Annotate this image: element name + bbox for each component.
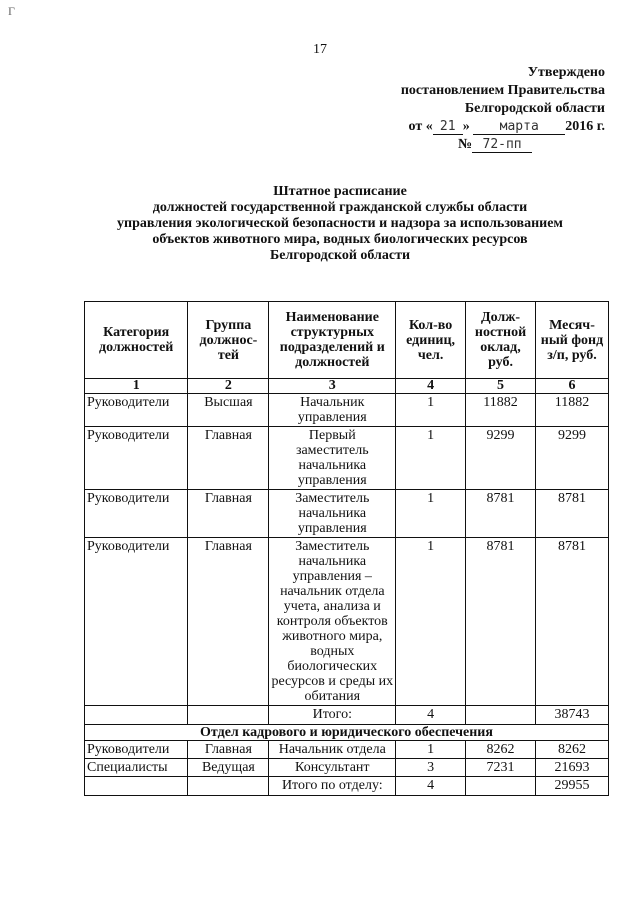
cell-category: Руководители [85,741,188,759]
cell-salary: 9299 [466,427,536,490]
table-row [85,759,609,777]
title-line-1: Штатное расписание [273,184,407,199]
cell-fund: 8262 [535,741,608,759]
cell-group: Главная [188,490,269,538]
total-row [85,706,609,725]
cell-category: Руководители [85,490,188,538]
cell-salary: 8262 [466,741,536,759]
header-count: Кол-во единиц, чел. [396,302,466,379]
table-row [85,394,609,427]
cell-name: Первый заместитель начальника управления [269,427,396,490]
cell-count: 3 [396,759,466,777]
table-row [85,490,609,538]
cell-count: 1 [396,538,466,706]
cell-salary: 11882 [466,394,536,427]
cell-group: Высшая [188,394,269,427]
cell-name: Начальник отдела [269,741,396,759]
cell-empty [188,706,269,725]
date-prefix: от « [408,119,433,134]
header-salary: Долж-ностной оклад, руб. [466,302,536,379]
cell-group: Главная [188,538,269,706]
col-number: 5 [466,379,536,394]
number-prefix: № [458,137,473,152]
cell-salary: 7231 [466,759,536,777]
cell-category: Руководители [85,538,188,706]
col-number: 6 [535,379,608,394]
table-row [85,427,609,490]
cell-fund: 11882 [535,394,608,427]
corner-mark: Г [8,4,15,18]
table-row [85,538,609,706]
cell-group: Ведущая [188,759,269,777]
total-fund: 29955 [535,777,608,796]
cell-empty [85,706,188,725]
cell-name: Начальник управления [269,394,396,427]
col-number: 3 [269,379,396,394]
total-row [85,777,609,796]
header-category: Категория должностей [85,302,188,379]
cell-fund: 9299 [535,427,608,490]
section-heading: Отдел кадрового и юридического обеспечения [85,725,609,741]
cell-count: 1 [396,394,466,427]
col-number: 1 [85,379,188,394]
cell-name: Заместитель начальника управления [269,490,396,538]
cell-empty [466,777,536,796]
total-count: 4 [396,706,466,725]
cell-category: Специалисты [85,759,188,777]
cell-group: Главная [188,427,269,490]
cell-name: Консультант [269,759,396,777]
cell-count: 1 [396,490,466,538]
cell-category: Руководители [85,394,188,427]
title-line-4: объектов животного мира, водных биологических ресурсов [152,232,528,247]
approval-line-3: Белгородской области [464,101,605,116]
total-label: Итого: [269,706,396,725]
header-group: Группа должнос-тей [188,302,269,379]
cell-salary: 8781 [466,538,536,706]
approval-line-2: постановлением Правительства [400,83,605,98]
date-year: 2016 г. [565,119,605,134]
header-name: Наименование структурных подразделений и должностей [269,302,396,379]
approval-block [380,64,605,154]
date-day: 21 [433,119,463,135]
date-month: марта [473,119,565,135]
total-fund: 38743 [535,706,608,725]
header-fund: Месяч-ный фонд з/п, руб. [535,302,608,379]
table-row [85,741,609,759]
cell-group: Главная [188,741,269,759]
title-line-2: должностей государственной гражданской службы области [152,200,528,215]
number-value: 72-пп [472,137,532,153]
cell-fund: 8781 [535,538,608,706]
cell-empty [188,777,269,796]
cell-fund: 21693 [535,759,608,777]
cell-empty [466,706,536,725]
section-row [85,725,609,741]
cell-salary: 8781 [466,490,536,538]
approval-date [380,118,605,136]
cell-count: 1 [396,427,466,490]
title-line-5: Белгородской области [269,248,411,263]
document-title [80,184,600,264]
col-number: 2 [188,379,269,394]
cell-count: 1 [396,741,466,759]
cell-empty [85,777,188,796]
title-line-3: управления экологической безопасности и надзора за использованием [117,216,563,231]
total-label: Итого по отделу: [269,777,396,796]
cell-fund: 8781 [535,490,608,538]
page-number: 17 [313,42,327,57]
staffing-table [84,301,609,796]
col-number: 4 [396,379,466,394]
approval-number [380,136,605,154]
cell-name: Заместитель начальника управления – начальник отдела учета, анализа и контроля объектов животного мира, водных биологических ресурсов и среды их обитания [269,538,396,706]
date-mid: » [462,119,470,134]
approval-line-1: Утверждено [527,65,605,80]
total-count: 4 [396,777,466,796]
cell-category: Руководители [85,427,188,490]
